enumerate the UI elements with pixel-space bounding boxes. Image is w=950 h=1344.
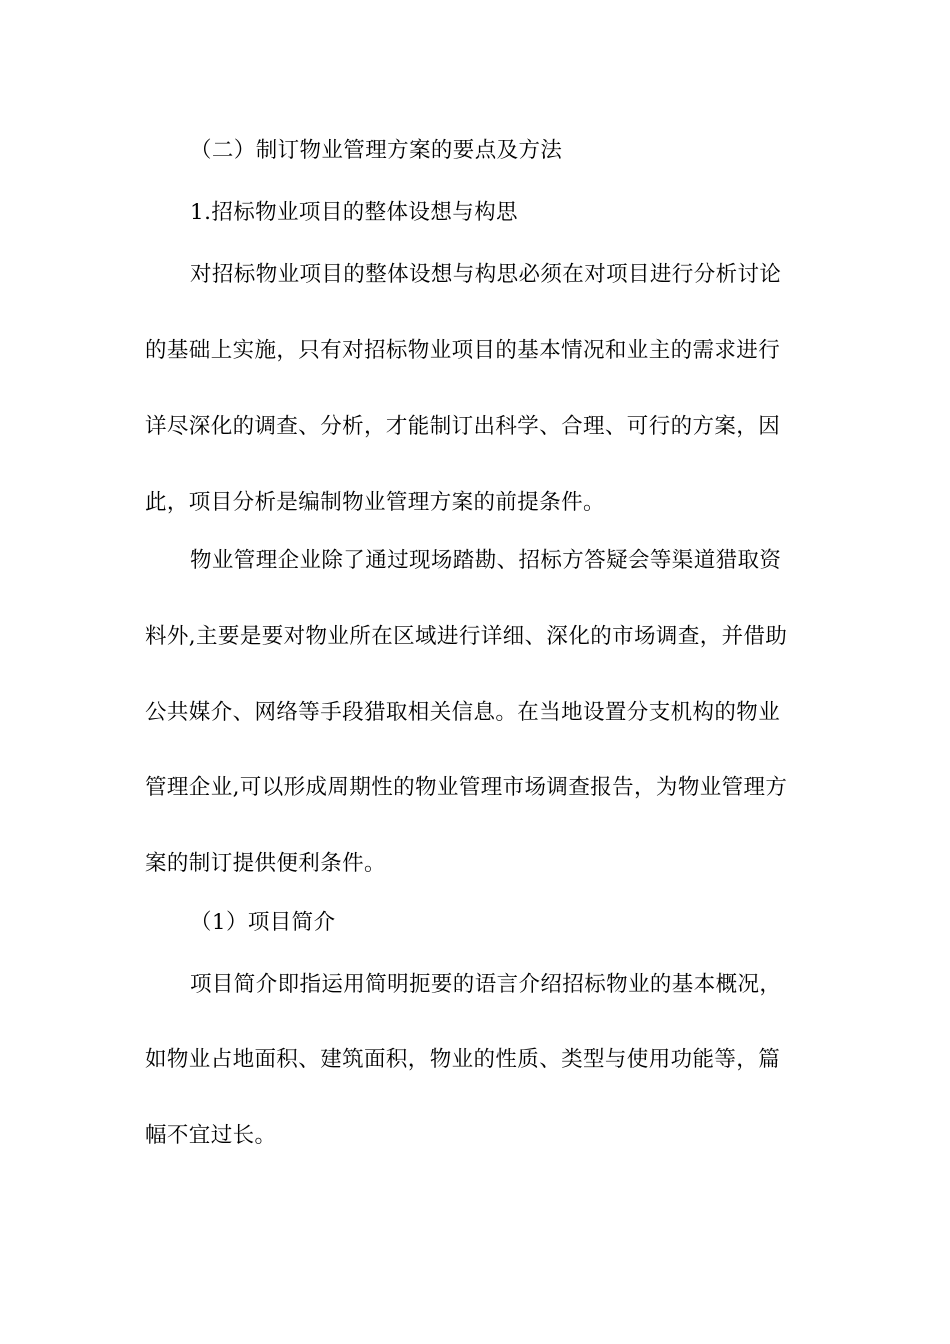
paragraph-line: 项目简介即指运用简明扼要的语言介绍招标物业的基本概况， [190, 972, 782, 997]
paragraph-line: 如物业占地面积、建筑面积，物业的性质、类型与使用功能等，篇 [145, 1047, 781, 1072]
paragraph-line: 详尽深化的调查、分析，才能制订出科学、合理、可行的方案，因 [145, 414, 781, 439]
subsection-heading: 1.招标物业项目的整体设想与构思 [190, 200, 518, 225]
paragraph-line: 公共媒介、网络等手段猎取相关信息。在当地设置分支机构的物业 [145, 700, 781, 725]
paragraph-line: 管理企业,可以形成周期性的物业管理市场调查报告，为物业管理方 [145, 775, 788, 800]
paragraph-line: 对招标物业项目的整体设想与构思必须在对项目进行分析讨论 [190, 262, 782, 287]
paragraph-line: 幅不宜过长。 [145, 1123, 277, 1148]
paragraph-line: 的基础上实施，只有对招标物业项目的基本情况和业主的需求进行 [145, 338, 781, 363]
item-heading: （1）项目简介 [190, 910, 336, 935]
paragraph-line: 物业管理企业除了通过现场踏勘、招标方答疑会等渠道猎取资 [190, 548, 782, 573]
section-heading: （二）制订物业管理方案的要点及方法 [190, 138, 563, 163]
paragraph-line: 此，项目分析是编制物业管理方案的前提条件。 [145, 490, 605, 515]
paragraph-line: 案的制订提供便利条件。 [145, 851, 386, 876]
paragraph-line: 料外,主要是要对物业所在区域进行详细、深化的市场调查，并借助 [145, 624, 788, 649]
